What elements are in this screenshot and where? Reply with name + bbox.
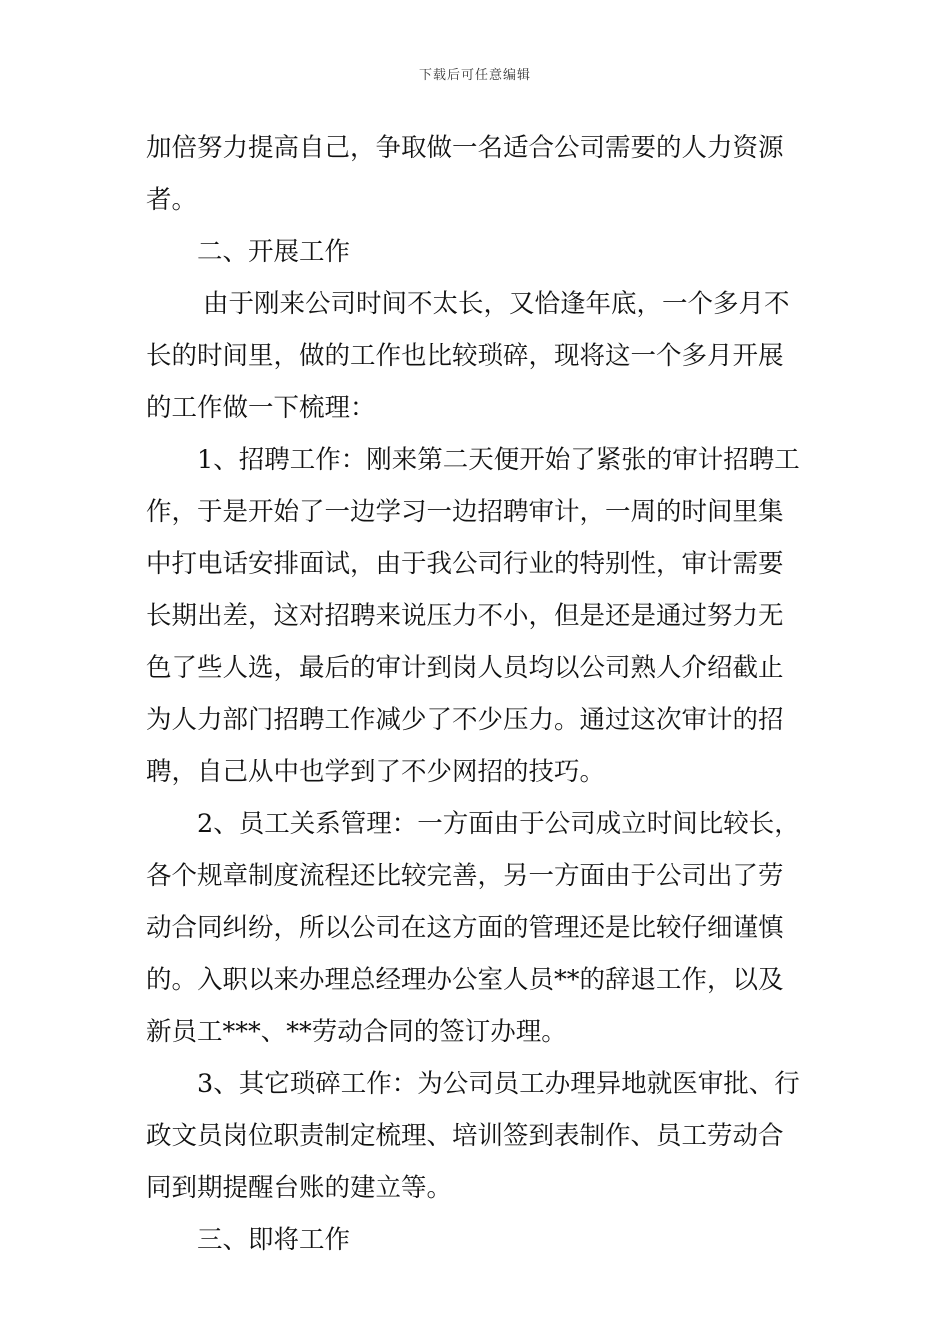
paragraph-line: 同到期提醒台账的建立等。	[146, 1173, 453, 1203]
paragraph-line: 政文员岗位职责制定梳理、培训签到表制作、员工劳动合	[146, 1121, 784, 1151]
paragraph-line: 1、招聘工作：刚来第二天便开始了紧张的审计招聘工	[197, 445, 800, 475]
paragraph-line: 加倍努力提高自己，争取做一名适合公司需要的人力资源	[146, 133, 784, 163]
paragraph-line: 3、其它琐碎工作：为公司员工办理异地就医审批、行	[197, 1069, 800, 1099]
paragraph-line: 长的时间里，做的工作也比较琐碎，现将这一个多月开展	[146, 341, 784, 371]
paragraph-line: 色了些人选，最后的审计到岗人员均以公司熟人介绍截止	[146, 653, 784, 683]
paragraph-line: 新员工***、**劳动合同的签订办理。	[146, 1017, 567, 1047]
paragraph-line: 长期出差，这对招聘来说压力不小，但是还是通过努力无	[146, 601, 784, 631]
section-heading: 三、即将工作	[197, 1225, 351, 1255]
paragraph-line: 各个规章制度流程还比较完善，另一方面由于公司出了劳	[146, 861, 784, 891]
paragraph-line: 由于刚来公司时间不太长，又恰逢年底，一个多月不	[203, 289, 790, 319]
paragraph-line: 聘，自己从中也学到了不少网招的技巧。	[146, 757, 606, 787]
paragraph-line: 的工作做一下梳理：	[146, 393, 376, 423]
paragraph-line: 中打电话安排面试，由于我公司行业的特别性，审计需要	[146, 549, 784, 579]
paragraph-line: 动合同纠纷，所以公司在这方面的管理还是比较仔细谨慎	[146, 913, 784, 943]
paragraph-line: 的。入职以来办理总经理办公室人员**的辞退工作，以及	[146, 965, 784, 995]
paragraph-line: 作，于是开始了一边学习一边招聘审计，一周的时间里集	[146, 497, 784, 527]
document-body	[146, 122, 810, 1266]
paragraph-line: 2、员工关系管理：一方面由于公司成立时间比较长，	[197, 809, 800, 839]
paragraph-line: 为人力部门招聘工作减少了不少压力。通过这次审计的招	[146, 705, 784, 735]
paragraph-line: 者。	[146, 185, 198, 215]
page-header: 下载后可任意编辑	[418, 68, 531, 83]
section-heading: 二、开展工作	[197, 237, 351, 267]
